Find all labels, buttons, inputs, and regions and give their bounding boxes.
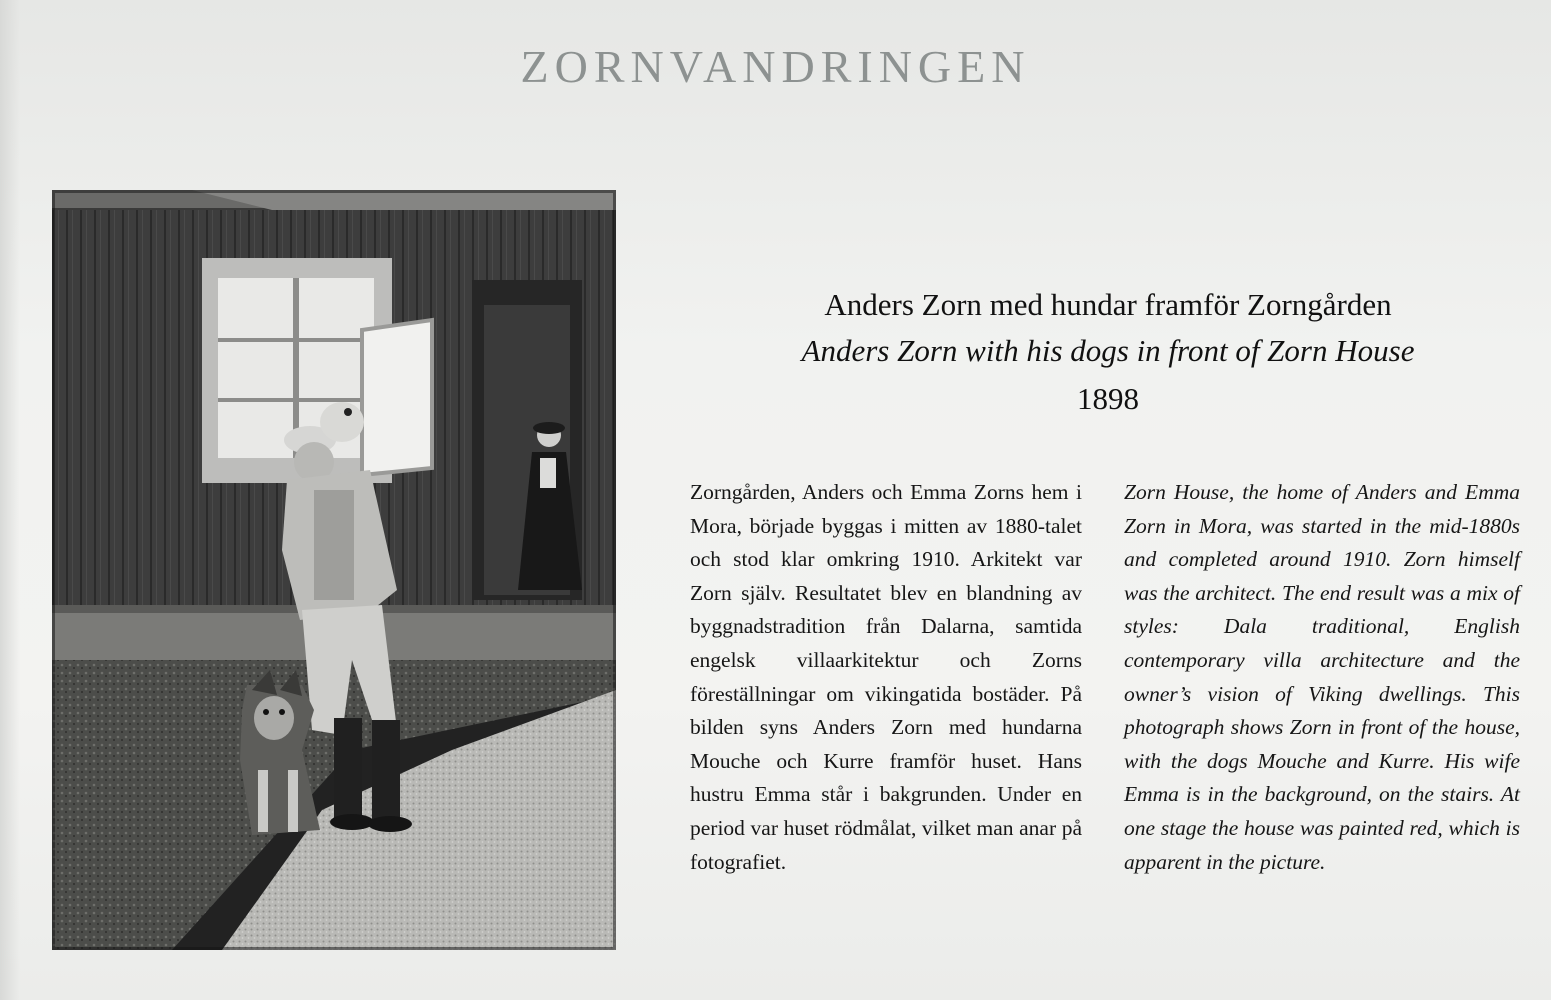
- caption-swedish: Anders Zorn med hundar framför Zorngården: [824, 287, 1392, 322]
- body-text-swedish: Zorngården, Anders och Emma Zorns hem i Mora, började byggas i mitten av 1880-talet och stod klar omkring 1910. Arkitekt var Zorn själv. Resultatet blev en blandning av byggnadstradition från Dalarna, samtida engelsk villaarkitektur och Zorns föreställningar om vikingatida bostäder. På bilden syns Anders Zorn med hundarna Mouche och Kurre framför huset. Hans hustru Emma står i bakgrunden. Under en period var huset rödmålat, vilket man anar på fotografiet.: [690, 480, 1082, 874]
- sign-heading: ZORNVANDRINGEN: [520, 41, 1031, 92]
- body-text-english: Zorn House, the home of Anders and Emma Zorn in Mora, was started in the mid-1880s and completed around 1910. Zorn himself was the architect. The end result was a mix of styles: Dala traditional, English contemporary villa architecture and the owner’s vision of Viking dwellings. This photograph shows Zorn in front of the house, with the dogs Mouche and Kurre. His wife Emma is in the background, on the stairs. At one stage the house was painted red, which is apparent in the picture.: [1124, 480, 1520, 874]
- caption-english: Anders Zorn with his dogs in front of Zorn House: [801, 333, 1415, 368]
- caption-year: 1898: [1077, 381, 1139, 416]
- historic-photograph: [52, 190, 616, 950]
- photo-caption: [690, 282, 1526, 424]
